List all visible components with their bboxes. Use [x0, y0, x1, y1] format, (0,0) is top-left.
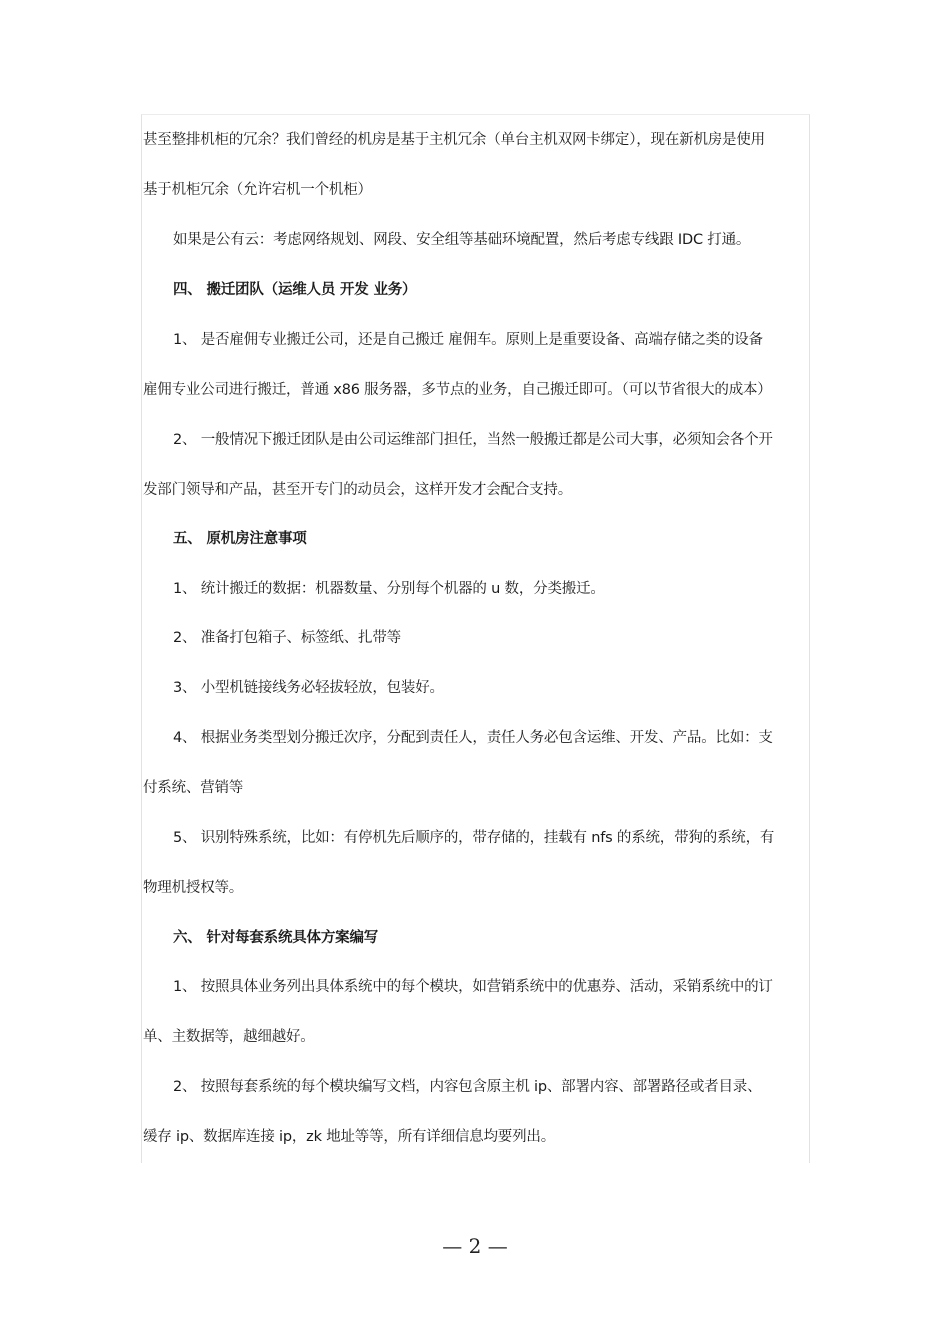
paragraph-line: 4、 根据业务类型划分搬迁次序，分配到责任人，责任人务必包含运维、开发、产品。比如：支 — [173, 730, 773, 746]
paragraph-line: 单、主数据等，越细越好。 — [143, 1029, 315, 1045]
paragraph-line: 1、 按照具体业务列出具体系统中的每个模块，如营销系统中的优惠券、活动，采销系统中的订 — [173, 979, 773, 995]
section-heading: 六、 针对每套系统具体方案编写 — [173, 930, 379, 946]
section-heading: 四、 搬迁团队（运维人员 开发 业务） — [173, 282, 417, 298]
section-heading: 五、 原机房注意事项 — [173, 531, 307, 547]
paragraph-line: 1、 是否雇佣专业搬迁公司，还是自己搬迁 雇佣车。原则上是重要设备、高端存储之类的设备 — [173, 332, 763, 348]
paragraph-line: 2、 准备打包箱子、标签纸、扎带等 — [173, 630, 401, 646]
paragraph-line: 3、 小型机链接线务必轻拔轻放，包装好。 — [173, 680, 444, 696]
paragraph-line: 雇佣专业公司进行搬迁，普通 x86 服务器，多节点的业务，自己搬迁即可。（可以节省很大的成本） — [143, 382, 772, 398]
paragraph-line: 缓存 ip、数据库连接 ip，zk 地址等等，所有详细信息均要列出。 — [143, 1129, 555, 1145]
paragraph-line: 基于机柜冗余（允许宕机一个机柜） — [143, 182, 372, 198]
paragraph-line: 甚至整排机柜的冗余？我们曾经的机房是基于主机冗余（单台主机双网卡绑定），现在新机房是使用 — [143, 132, 765, 148]
paragraph-line: 付系统、营销等 — [143, 780, 244, 796]
paragraph-line: 1、 统计搬迁的数据：机器数量、分别每个机器的 u 数，分类搬迁。 — [173, 581, 605, 597]
paragraph-line: 物理机授权等。 — [143, 880, 244, 896]
page-number: — 2 — — [442, 1234, 508, 1258]
paragraph-line: 5、 识别特殊系统，比如：有停机先后顺序的，带存储的，挂载有 nfs 的系统，带狗的系统，有 — [173, 830, 775, 846]
paragraph-line: 发部门领导和产品，甚至开专门的动员会，这样开发才会配合支持。 — [143, 482, 572, 498]
paragraph-line: 2、 按照每套系统的每个模块编写文档，内容包含原主机 ip、部署内容、部署路径或者目录、 — [173, 1079, 762, 1095]
paragraph-line: 如果是公有云：考虑网络规划、网段、安全组等基础环境配置，然后考虑专线跟 IDC 打通。 — [173, 232, 751, 248]
paragraph-line: 2、 一般情况下搬迁团队是由公司运维部门担任，当然一般搬迁都是公司大事，必须知会各个开 — [173, 432, 773, 448]
